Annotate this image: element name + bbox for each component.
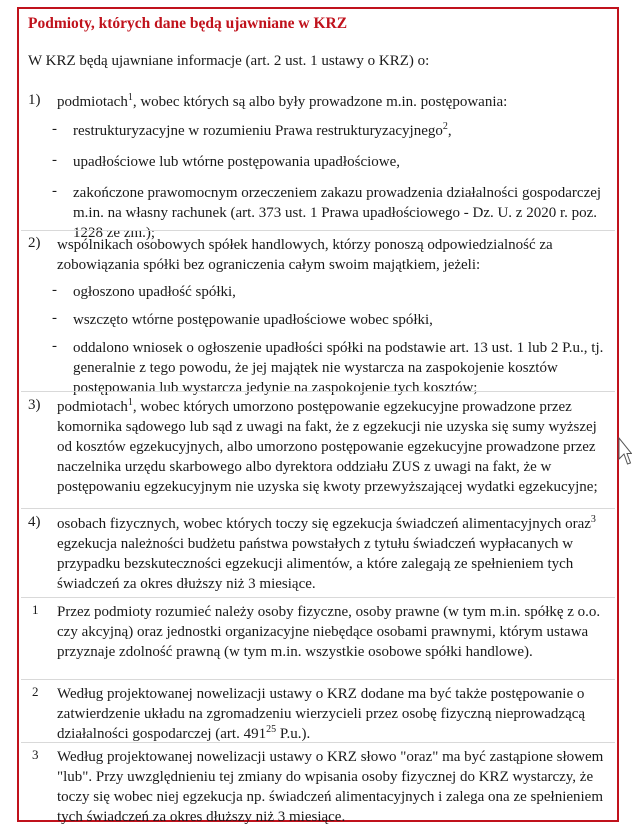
item-number: 2): [28, 235, 41, 251]
item-text: podmiotach$^1$, wobec których są albo były prowadzone m.in. postępowania:: [57, 92, 508, 110]
footnote-text: Według projektowanej nowelizacji ustawy o KRZ słowo "oraz" ma być zastąpione słowem "lub". Przy uwzględnieniu tej zmiany do wpisania osoby fizycznej do KRZ wystarczy, że toczy się wobec niej egzekucja np. świadczeń alimentacyjnych i zalega ona ze spełnieniem tych świadczeń za okres dłuższy niż 3 miesiące.: [57, 749, 604, 825]
info-box: Podmioty, których dane będą ujawniane w KRZ W KRZ będą ujawniane informacje (art. 2 ust. 1 ustawy o KRZ) o: 1) podmiotach$^1$, wobec których są albo były prowadzone m.in. postępowania: - restrukturyzacyjne w rozumieniu Prawa restrukturyzacyjnego$^2$, - upadłościowe lub wtórne postępowania upadłościowe, - zakończone prawomocnym orzeczeniem zakazu prowadzenia działalności gospodarczej m.in. na własny rachunek (art. 373 ust. 1 Prawa upadłościowego - Dz. U. z 2020 r. poz. 1228 ze zm.); 2) wspólnikach osobowych spółek handlowych, którzy ponoszą odpowiedzialność za zobowiązania spółki bez ograniczenia całym swoim majątkiem, jeżeli: - ogłoszono upadłość spółki, - wszczęto wtórne postępowanie upadłościowe wobec spółki, - oddalono wniosek o ogłoszenie upadłości spółki na podstawie art. 13 ust. 1 lub 2 P.u., tj. generalnie z tego powodu, że jej majątek nie wystarcza na zaspokojenie kosztów postępowania lub wystarcza jedynie na zaspokojenie tych kosztów; 3) podmiotach$^1$, wobec których umorzono postępowanie egzekucyjne prowadzone przez komornika sądowego lub sąd z uwagi na fakt, że z egzekucji nie uzyska się sumy wyższej od kosztów egzekucyjnych, albo umorzono postępowanie egzekucyjne prowadzone przez naczelnika urzędu skarbowego albo dyrektora oddziału ZUS z uwagi na fakt, że w postępowaniu egzekucyjnym nie uzyska się kwoty przewyższającej wydatki egzekucyjne; 4) osobach fizycznych, wobec których toczy się egzekucja świadczeń alimentacyjnych oraz$^3$ egzekucja należności budżetu państwa powstałych z tytułu świadczeń wypłacanych w przypadku bezskuteczności egzekucji alimentów, a które zalegają ze spełnieniem tych świadczeń za okres dłuższy niż 3 miesiące. 1 Przez podmioty rozumieć należy osoby fizyczne, osoby prawne (w tym m.in. spółkę z o.o. czy akcyjną) oraz jednostki organizacyjne niebędące osobami prawnymi, którym ustawa przyznaje zdolność prawną (w tym m.in. wszystkie osobowe spółki handlowe). 2 Według projektowanej nowelizacji ustawy o KRZ dodane ma być także postępowanie o zatwierdzenie układu na zgromadzeniu wierzycieli przez osobę fizyczną nieprowadzącą działalności gospodarczej (art. $491^{25}$ P.u.). 3 Według projektowanej nowelizacji ustawy o KRZ słowo "oraz" ma być zastąpione słowem "lub". Przy uwzględnieniu tej zmiany do wpisania osoby fizycznej do KRZ wystarczy, że toczy się wobec niej egzekucja np. świadczeń alimentacyjnych i zalega ona ze spełnieniem tych świadczeń za okres dłuższy niż 3 miesiące.: [17, 7, 619, 822]
item-text: podmiotach$^1$, wobec których umorzono postępowanie egzekucyjne prowadzone przez komornika sądowego lub sąd z uwagi na fakt, że z egzekucji nie uzyska się sumy wyższej od kosztów egzekucyjnych, albo umorzono postępowanie egzekucyjne prowadzone przez naczelnika urzędu skarbowego albo dyrektora oddziału ZUS z uwagi na fakt, że w postępowaniu egzekucyjnym nie uzyska się kwoty przewyższającej wydatki egzekucyjne;: [57, 397, 598, 495]
item-number: 4): [28, 514, 41, 530]
box-title: Podmioty, których dane będą ujawniane w KRZ: [28, 15, 348, 32]
item-number: 3): [28, 397, 41, 413]
intro-text: W KRZ będą ujawniane informacje (art. 2 ust. 1 ustawy o KRZ) o:: [28, 53, 430, 69]
mouse-cursor-icon: [618, 437, 632, 472]
footnote-text: Według projektowanej nowelizacji ustawy o KRZ dodane ma być także postępowanie o zatwierdzenie układu na zgromadzeniu wierzycieli przez osobę fizyczną nieprowadzącą działalności gospodarczej (art. $491^{25}$ P.u.).: [57, 686, 586, 742]
item-text: osobach fizycznych, wobec których toczy się egzekucja świadczeń alimentacyjnych oraz$^3$ egzekucja należności budżetu państwa powstałych z tytułu świadczeń wypłacanych w przypadku bezskuteczności egzekucji alimentów, a które zalegają ze spełnieniem tych świadczeń za okres dłuższy niż 3 miesiące.: [57, 514, 596, 592]
footnote-number: 3: [32, 747, 39, 762]
footnote-number: 1: [32, 602, 39, 617]
footnote-number: 2: [32, 684, 39, 699]
footnote-text: Przez podmioty rozumieć należy osoby fizyczne, osoby prawne (w tym m.in. spółkę z o.o. czy akcyjną) oraz jednostki organizacyjne niebędące osobami prawnymi, którym ustawa przyznaje zdolność prawną (w tym m.in. wszystkie osobowe spółki handlowe).: [57, 604, 601, 660]
separator: [21, 597, 615, 598]
item-number: 1): [28, 92, 41, 108]
separator: [21, 742, 615, 743]
separator: [21, 230, 615, 231]
separator: [21, 508, 615, 509]
item-text: wspólnikach osobowych spółek handlowych, którzy ponoszą odpowiedzialność za zobowiązania spółki bez ograniczenia całym swoim majątkiem, jeżeli:: [57, 237, 553, 273]
separator: [21, 679, 615, 680]
separator: [21, 391, 615, 392]
